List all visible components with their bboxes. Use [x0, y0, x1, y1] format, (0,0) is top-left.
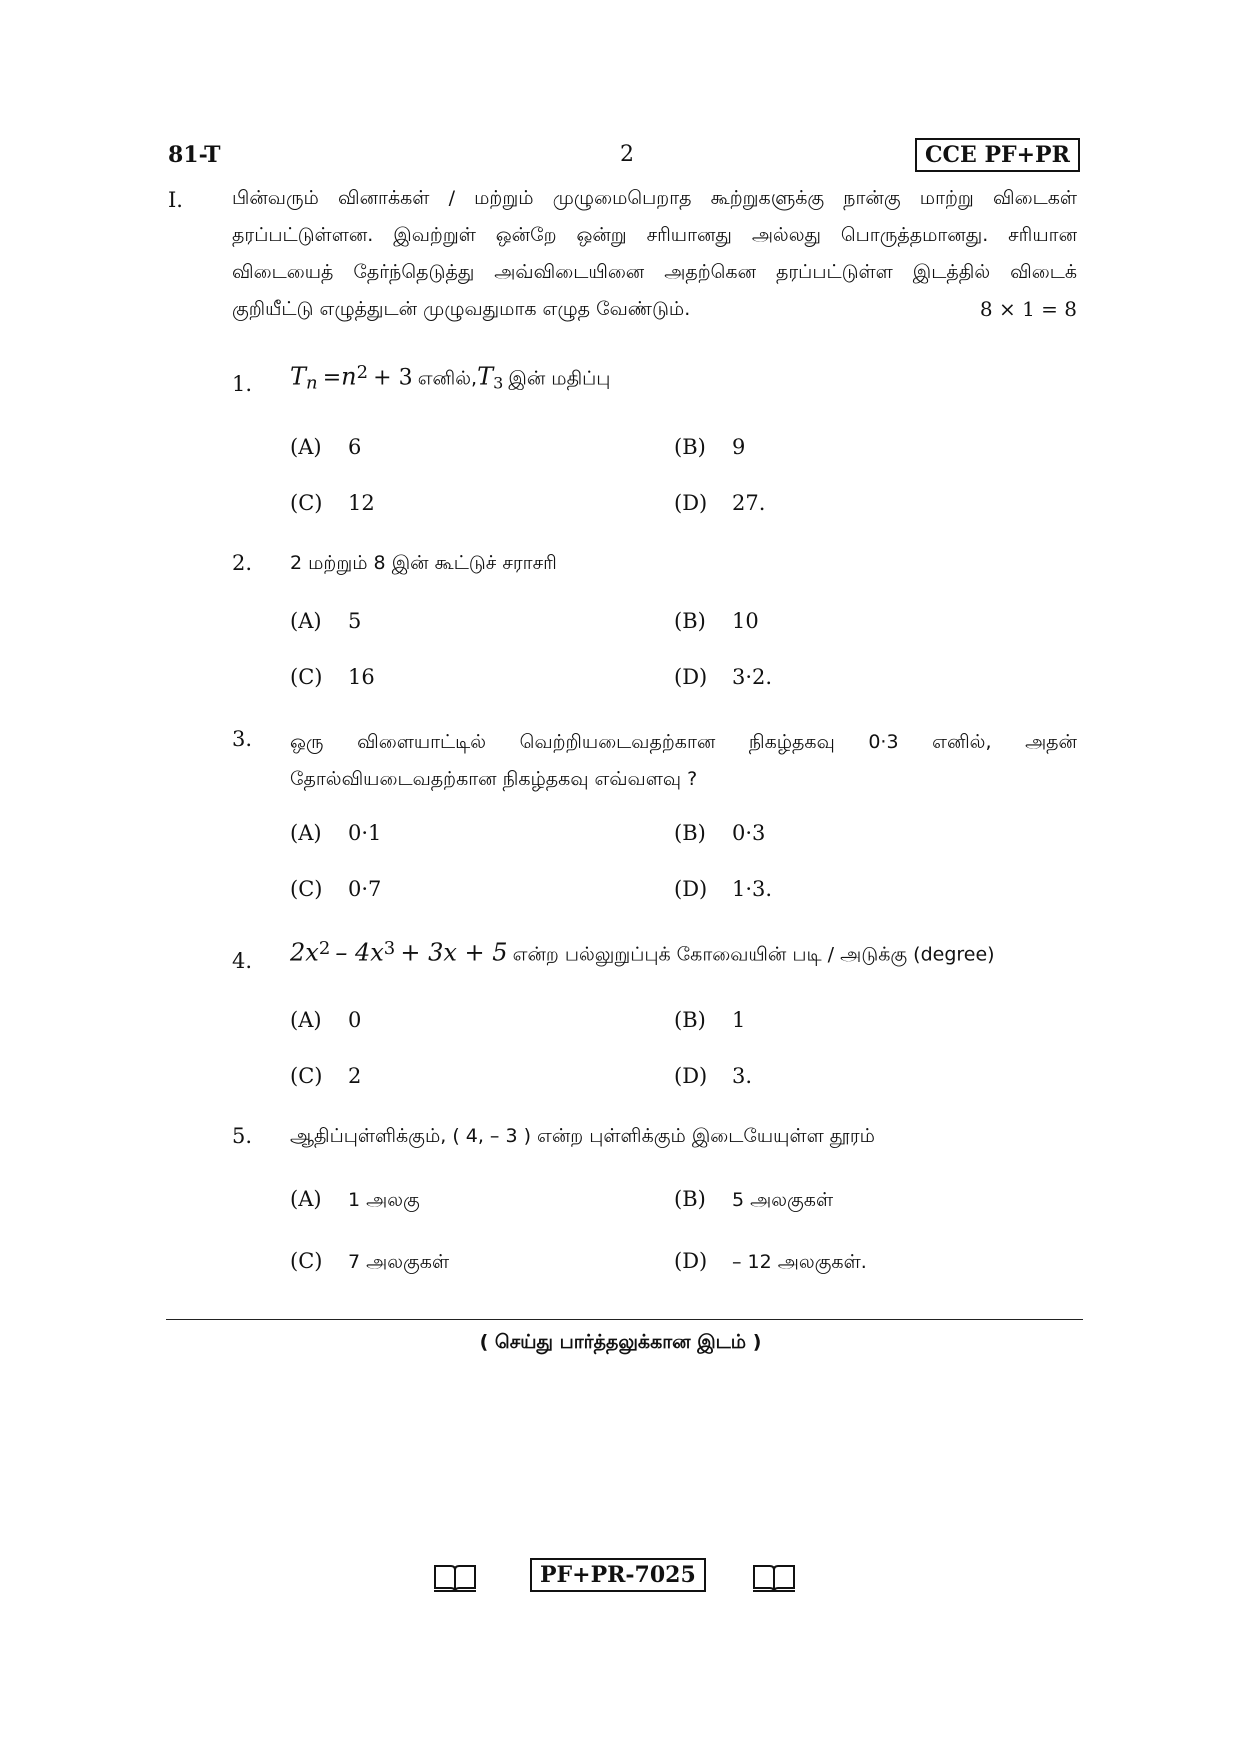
rough-work-label: ( செய்து பார்த்தலுக்கான இடம் ): [479, 1331, 762, 1353]
page-number: 2: [620, 142, 634, 167]
question-3-text: ஒரு விளையாட்டில் வெற்றியடைவதற்கான நிகழ்தகவு 0·3 எனில், அதன் தோல்வியடைவதற்கான நிகழ்தகவு எவ்வளவு ?: [290, 731, 1077, 790]
question-2-text: 2 மற்றும் 8 இன் கூட்டுச் சராசரி: [290, 552, 557, 574]
q3-option-a: (A) 0·1: [290, 821, 382, 845]
q1-option-a: (A) 6: [290, 435, 362, 459]
q1-math-eq: =: [322, 365, 342, 391]
q1-math-sub3: 3: [493, 373, 504, 393]
q4-math-c: + 3x + 5: [400, 938, 508, 967]
instructions-text: பின்வரும் வினாக்கள் / மற்றும் முழுமைபெறாத கூற்றுகளுக்கு நான்கு மாற்று விடைகள் தரப்பட்டுள்ளன. இவற்றுள் ஒன்றே ஒன்று சரியானது அல்லது பொருத்தமானது. சரியான விடையைத் தேர்ந்தெடுத்து அவ்விடையினை அதற்கென தரப்பட்டுள்ள இடத்தில் விடைக் குறியீட்டு எழுத்துடன் முழுவதுமாக எழுத வேண்டும்.: [232, 187, 1077, 320]
question-number-5: 5.: [232, 1124, 253, 1148]
divider: [166, 1319, 1083, 1320]
q1-math-n-sub: n: [306, 372, 318, 394]
q4-math-b: – 4x: [335, 938, 384, 967]
q4-option-d: (D) 3.: [674, 1064, 753, 1088]
q5-option-c: (C) 7 அலகுகள்: [290, 1249, 450, 1273]
q2-option-b: (B) 10: [674, 609, 759, 633]
q1-text-mid: எனில்,: [417, 367, 478, 390]
q3-option-d: (D) 1·3.: [674, 877, 773, 901]
section-instructions: [232, 180, 1077, 328]
book-icon: [433, 1562, 477, 1594]
q5-option-b: (B) 5 அலகுகள்: [674, 1187, 834, 1211]
book-icon: [752, 1562, 796, 1594]
q1-option-d: (D) 27.: [674, 491, 766, 515]
q2-option-c: (C) 16: [290, 665, 375, 689]
q2-option-a: (A) 5: [290, 609, 362, 633]
q5-option-d: (D) – 12 அலகுகள்.: [674, 1249, 867, 1273]
q3-option-c: (C) 0·7: [290, 877, 382, 901]
question-4-text: என்ற பல்லுறுப்புக் கோவையின் படி / அடுக்கு (degree): [512, 943, 995, 966]
question-5-text: ஆதிப்புள்ளிக்கும், ( 4, – 3 ) என்ற புள்ளிக்கும் இடையேயுள்ள தூரம்: [290, 1125, 875, 1147]
series-badge: CCE PF+PR: [915, 138, 1080, 172]
q4-option-a: (A) 0: [290, 1008, 362, 1032]
section-marks: 8 × 1 = 8: [979, 297, 1077, 321]
question-number-2: 2.: [232, 551, 253, 575]
question-4: [290, 938, 995, 968]
question-number-4: 4.: [232, 949, 253, 973]
q1-text-end: இன் மதிப்பு: [508, 367, 611, 390]
q1-math-rest: + 3: [373, 365, 413, 391]
q4-math-sup2: 3: [383, 938, 396, 959]
q3-option-b: (B) 0·3: [674, 821, 766, 845]
question-number-1: 1.: [232, 372, 253, 396]
q4-math-a: 2x: [290, 938, 319, 967]
question-number-3: 3.: [232, 727, 253, 751]
section-number: I.: [168, 188, 183, 212]
q1-option-b: (B) 9: [674, 435, 746, 459]
q5-option-a: (A) 1 அலகு: [290, 1187, 420, 1211]
paper-code: 81-T: [168, 142, 221, 168]
q4-math-sup1: 2: [318, 938, 331, 959]
question-1: [290, 362, 610, 394]
q4-option-b: (B) 1: [674, 1008, 746, 1032]
q1-math-sup: 2: [356, 362, 369, 383]
q1-math-T3: T: [477, 362, 494, 391]
q1-math-T: T: [290, 362, 307, 391]
q1-math-n: n: [341, 362, 357, 391]
q1-option-c: (C) 12: [290, 491, 375, 515]
q2-option-d: (D) 3·2.: [674, 665, 773, 689]
q4-option-c: (C) 2: [290, 1064, 362, 1088]
footer-code: PF+PR-7025: [530, 1558, 706, 1592]
